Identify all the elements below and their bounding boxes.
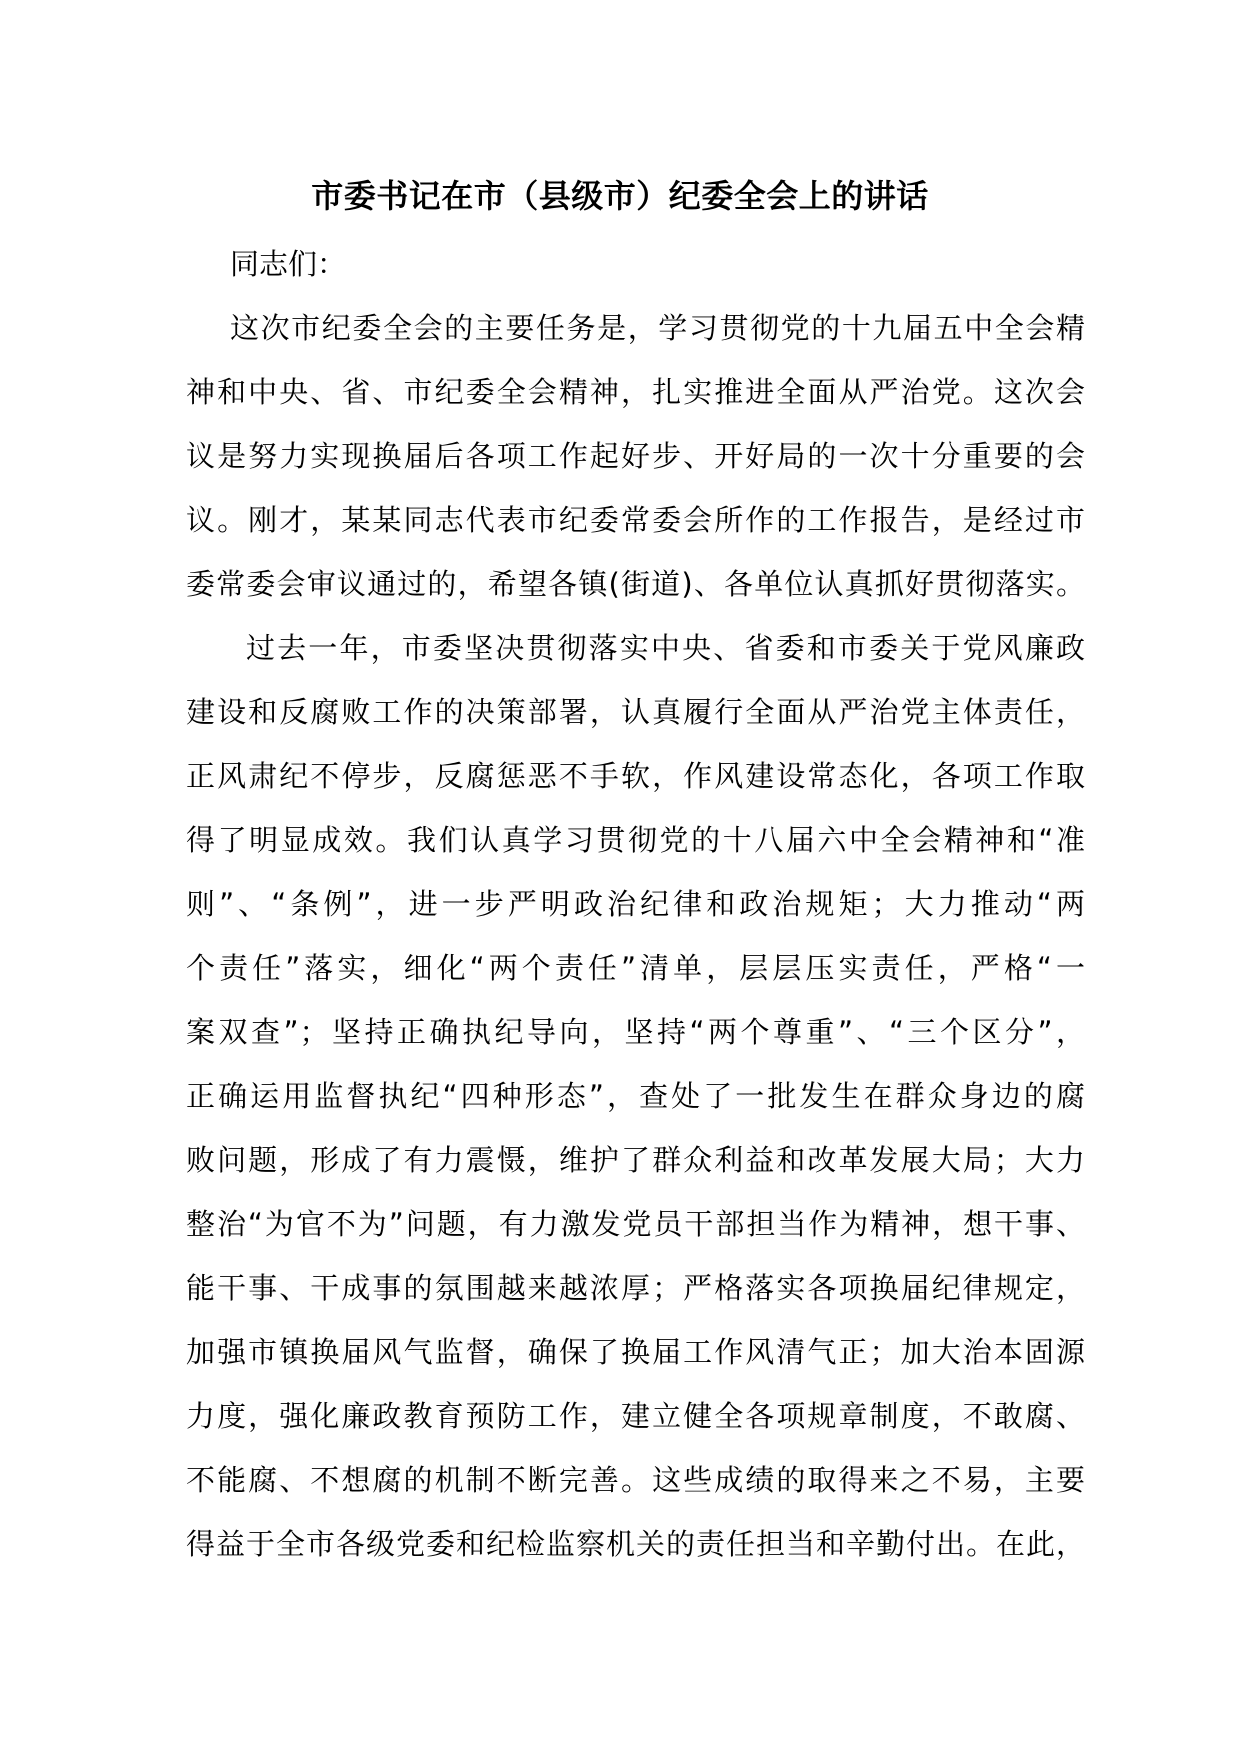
document-title: 市委书记在市（县级市）纪委全会上的讲话 [311,177,929,215]
salutation: 同志们： [230,247,347,281]
paragraph-line: 加强市镇换届风气监督，确保了换届工作风清气正；加大治本固源 [186,1335,1086,1369]
paragraph-line: 个责任”落实，细化“两个责任”清单，层层压实责任，严格“一 [186,951,1086,985]
paragraph-line: 正风肃纪不停步，反腐惩恶不手软，作风建设常态化，各项工作取 [186,759,1086,793]
paragraph-line: 建设和反腐败工作的决策部署，认真履行全面从严治党主体责任， [186,695,1086,729]
paragraph-line: 议。刚才，某某同志代表市纪委常委会所作的工作报告，是经过市 [186,503,1086,537]
paragraph-line: 力度，强化廉政教育预防工作，建立健全各项规章制度，不敢腐、 [186,1399,1086,1433]
paragraph-line: 这次市纪委全会的主要任务是，学习贯彻党的十九届五中全会精 [230,311,1086,345]
paragraph-line: 则”、“条例”，进一步严明政治纪律和政治规矩；大力推动“两 [186,887,1086,921]
paragraph-line: 不能腐、不想腐的机制不断完善。这些成绩的取得来之不易，主要 [186,1463,1086,1497]
paragraph-line: 正确运用监督执纪“四种形态”，查处了一批发生在群众身边的腐 [186,1079,1086,1113]
paragraph-line: 神和中央、省、市纪委全会精神，扎实推进全面从严治党。这次会 [186,375,1086,409]
paragraph-line: 能干事、干成事的氛围越来越浓厚；严格落实各项换届纪律规定， [186,1271,1086,1305]
paragraph-line: 案双查”；坚持正确执纪导向，坚持“两个尊重”、“三个区分”， [186,1015,1086,1049]
paragraph-line: 败问题，形成了有力震慑，维护了群众利益和改革发展大局；大力 [186,1143,1086,1177]
paragraph-line: 委常委会审议通过的，希望各镇(街道)、各单位认真抓好贯彻落实。 [186,567,1086,601]
paragraph-line: 得益于全市各级党委和纪检监察机关的责任担当和辛勤付出。在此， [186,1527,1087,1561]
paragraph-line: 整治“为官不为”问题，有力激发党员干部担当作为精神，想干事、 [186,1207,1086,1241]
paragraph-line: 得了明显成效。我们认真学习贯彻党的十八届六中全会精神和“准 [186,823,1086,857]
paragraph-line: 议是努力实现换届后各项工作起好步、开好局的一次十分重要的会 [186,439,1086,473]
paragraph-line: 过去一年，市委坚决贯彻落实中央、省委和市委关于党风廉政 [246,631,1086,665]
